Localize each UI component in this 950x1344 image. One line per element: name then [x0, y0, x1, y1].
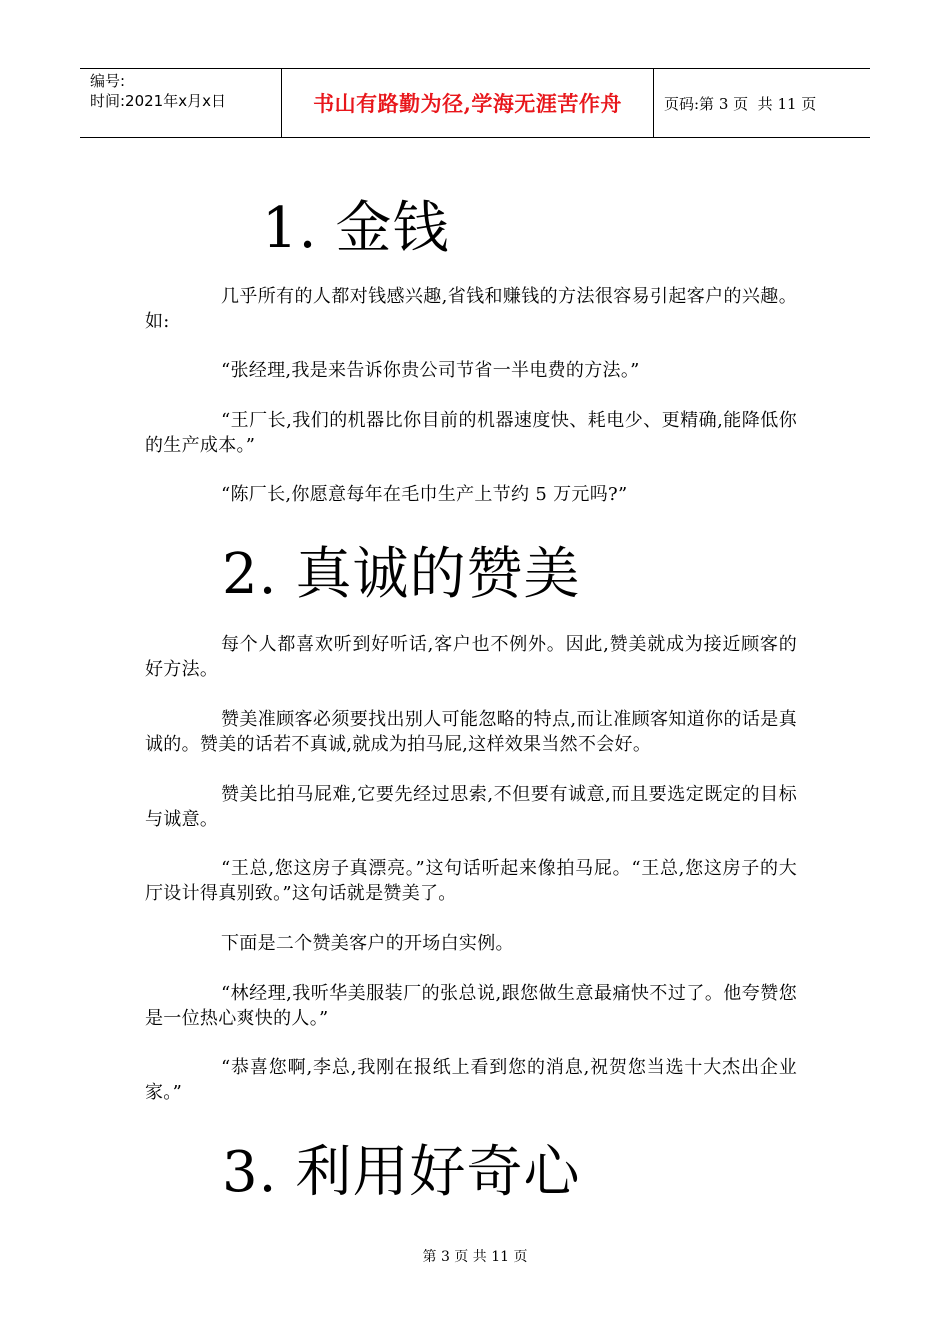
page-header — [80, 68, 870, 138]
paragraph: 下面是二个赞美客户的开场白实例。 — [221, 933, 514, 954]
paragraph: “张经理,我是来告诉你贵公司节省一半电费的方法。” — [221, 360, 640, 381]
section-heading-3 — [222, 1138, 580, 1208]
section-title: 真诚的赞美 — [295, 542, 581, 607]
document-time-label: 时间:2021年x月x日 — [90, 92, 226, 110]
paragraph: “王总,您这房子真漂亮。”这句话听起来像拍马屁。“王总,您这房子的大厅设计得真别致。”这句话就是赞美了。 — [145, 858, 797, 904]
header-page-info — [654, 69, 870, 137]
paragraph: 每个人都喜欢听到好听话,客户也不例外。因此,赞美就成为接近顾客的好方法。 — [145, 634, 797, 680]
section-title: 利用好奇心 — [295, 1140, 581, 1205]
section-number: 2. — [222, 542, 278, 607]
section-heading-2 — [222, 540, 580, 610]
paragraph: 赞美准顾客必须要找出别人可能忽略的特点,而让准顾客知道你的话是真诚的。赞美的话若不真诚,就成为拍马屁,这样效果当然不会好。 — [145, 709, 797, 755]
section-heading-1 — [262, 194, 449, 264]
page-info-text: 页码:第 3 页 共 11 页 — [664, 94, 817, 113]
section-title: 金钱 — [335, 196, 450, 261]
paragraph: “恭喜您啊,李总,我刚在报纸上看到您的消息,祝贺您当选十大杰出企业家。” — [145, 1057, 797, 1103]
header-motto: 书山有路勤为径,学海无涯苦作舟 — [282, 69, 654, 137]
document-number-label: 编号: — [90, 72, 126, 90]
section-number: 3. — [222, 1140, 278, 1205]
header-meta — [80, 69, 282, 137]
paragraph: 赞美比拍马屁难,它要先经过思索,不但要有诚意,而且要选定既定的目标与诚意。 — [145, 784, 797, 830]
paragraph: “陈厂长,你愿意每年在毛巾生产上节约 5 万元吗?” — [221, 484, 628, 505]
paragraph: “王厂长,我们的机器比你目前的机器速度快、耗电少、更精确,能降低你的生产成本。” — [145, 410, 797, 456]
section-number: 1. — [262, 196, 318, 261]
page-footer: 第 3 页 共 11 页 — [422, 1249, 528, 1265]
paragraph: 几乎所有的人都对钱感兴趣,省钱和赚钱的方法很容易引起客户的兴趣。如: — [145, 286, 797, 332]
paragraph: “林经理,我听华美服装厂的张总说,跟您做生意最痛快不过了。他夸赞您是一位热心爽快的人。” — [145, 983, 797, 1029]
